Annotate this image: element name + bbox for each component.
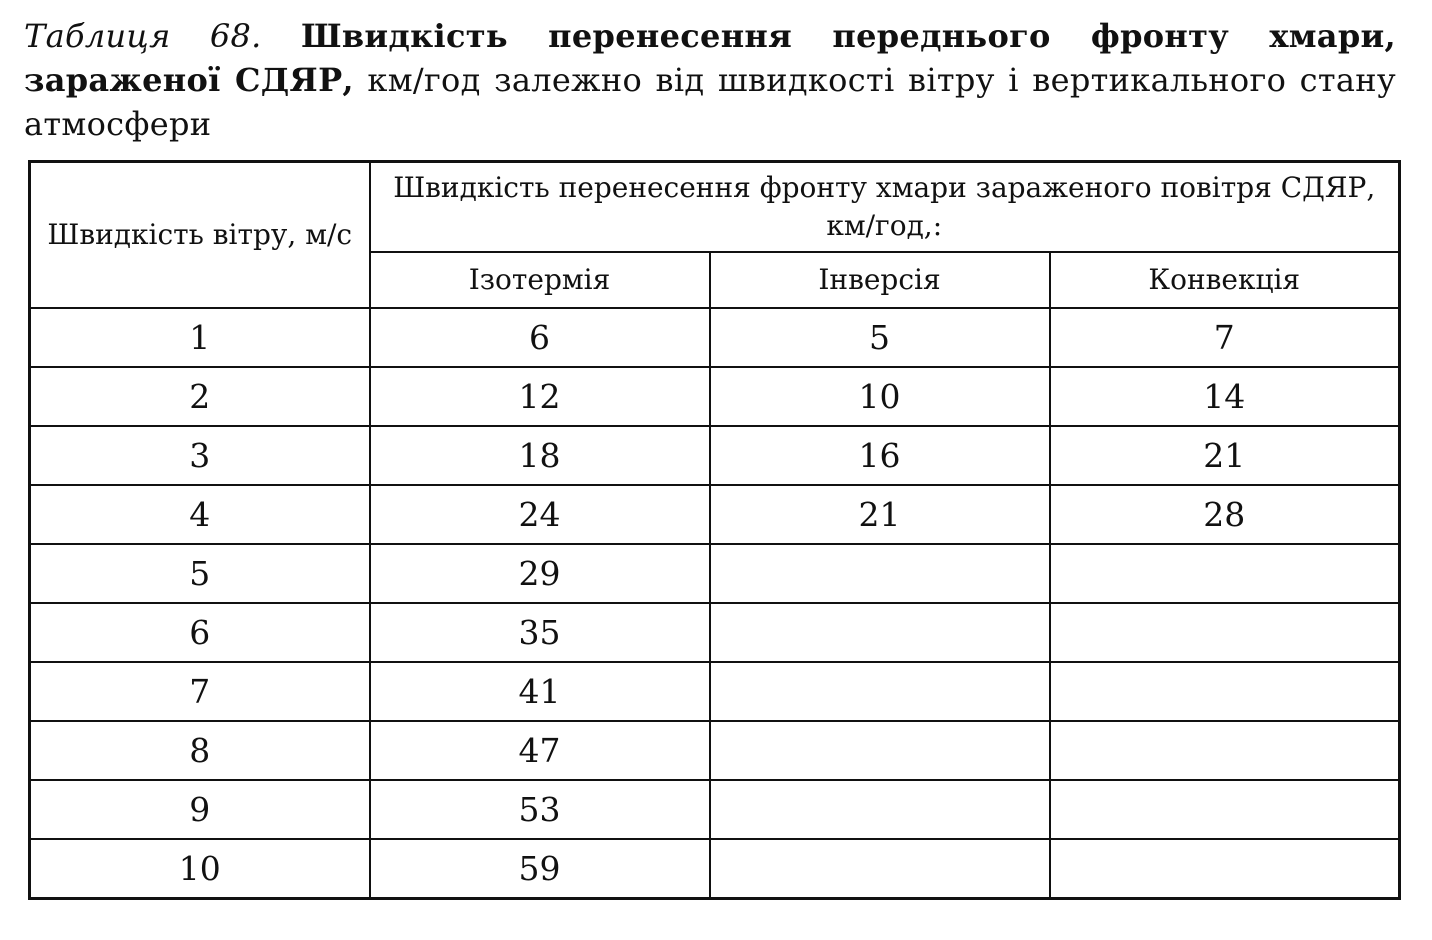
cell-inversion: 10: [710, 367, 1050, 426]
cell-wind: 5: [30, 544, 370, 603]
caption-title: Швидкість перенесення переднього фронту хмари, зараженої СДЯР,: [24, 17, 1396, 99]
cell-wind: 10: [30, 839, 370, 899]
cell-convection: 14: [1050, 367, 1400, 426]
cell-wind: 1: [30, 308, 370, 367]
cell-inversion: 21: [710, 485, 1050, 544]
header-wind-speed: Швидкість вітру, м/с: [30, 162, 370, 308]
cell-isotherm: 59: [370, 839, 710, 899]
table-row: [30, 308, 1400, 367]
cell-wind: 7: [30, 662, 370, 721]
table-row: [30, 367, 1400, 426]
cell-wind: 4: [30, 485, 370, 544]
cell-isotherm: 24: [370, 485, 710, 544]
cell-convection: [1050, 544, 1400, 603]
cell-isotherm: 6: [370, 308, 710, 367]
cell-inversion: [710, 603, 1050, 662]
table-row: [30, 839, 1400, 899]
cloud-speed-table: [28, 160, 1401, 900]
cell-isotherm: 53: [370, 780, 710, 839]
cell-isotherm: 35: [370, 603, 710, 662]
cell-isotherm: 47: [370, 721, 710, 780]
table-row: [30, 485, 1400, 544]
table-row: [30, 780, 1400, 839]
cell-wind: 8: [30, 721, 370, 780]
header-isotherm: Ізотермія: [370, 252, 710, 308]
table-row: [30, 721, 1400, 780]
cell-inversion: 5: [710, 308, 1050, 367]
cell-isotherm: 29: [370, 544, 710, 603]
cell-inversion: [710, 721, 1050, 780]
cell-wind: 9: [30, 780, 370, 839]
cell-convection: [1050, 780, 1400, 839]
cell-inversion: [710, 544, 1050, 603]
table-row: [30, 662, 1400, 721]
cell-convection: [1050, 839, 1400, 899]
header-inversion: Інверсія: [710, 252, 1050, 308]
cell-wind: 6: [30, 603, 370, 662]
header-group: Швидкість перенесення фронту хмари зараженого повітря СДЯР, км/год,:: [370, 162, 1400, 252]
cell-convection: [1050, 721, 1400, 780]
table-row: [30, 426, 1400, 485]
cell-inversion: [710, 839, 1050, 899]
table-caption: [24, 14, 1396, 146]
table-row: [30, 544, 1400, 603]
cell-isotherm: 12: [370, 367, 710, 426]
cell-inversion: [710, 662, 1050, 721]
cell-convection: 21: [1050, 426, 1400, 485]
cell-convection: 7: [1050, 308, 1400, 367]
cell-convection: [1050, 662, 1400, 721]
table-row: [30, 603, 1400, 662]
cell-convection: [1050, 603, 1400, 662]
caption-label: Таблиця 68.: [24, 17, 262, 55]
caption-text: км/год залежно від швидкості вітру і вертикального стану атмосфери: [24, 61, 1396, 143]
cell-wind: 2: [30, 367, 370, 426]
table-header: [30, 162, 1400, 308]
cell-convection: 28: [1050, 485, 1400, 544]
header-convection: Конвекція: [1050, 252, 1400, 308]
table-body: [30, 308, 1400, 899]
cell-isotherm: 18: [370, 426, 710, 485]
cell-inversion: [710, 780, 1050, 839]
cell-isotherm: 41: [370, 662, 710, 721]
cell-wind: 3: [30, 426, 370, 485]
cell-inversion: 16: [710, 426, 1050, 485]
